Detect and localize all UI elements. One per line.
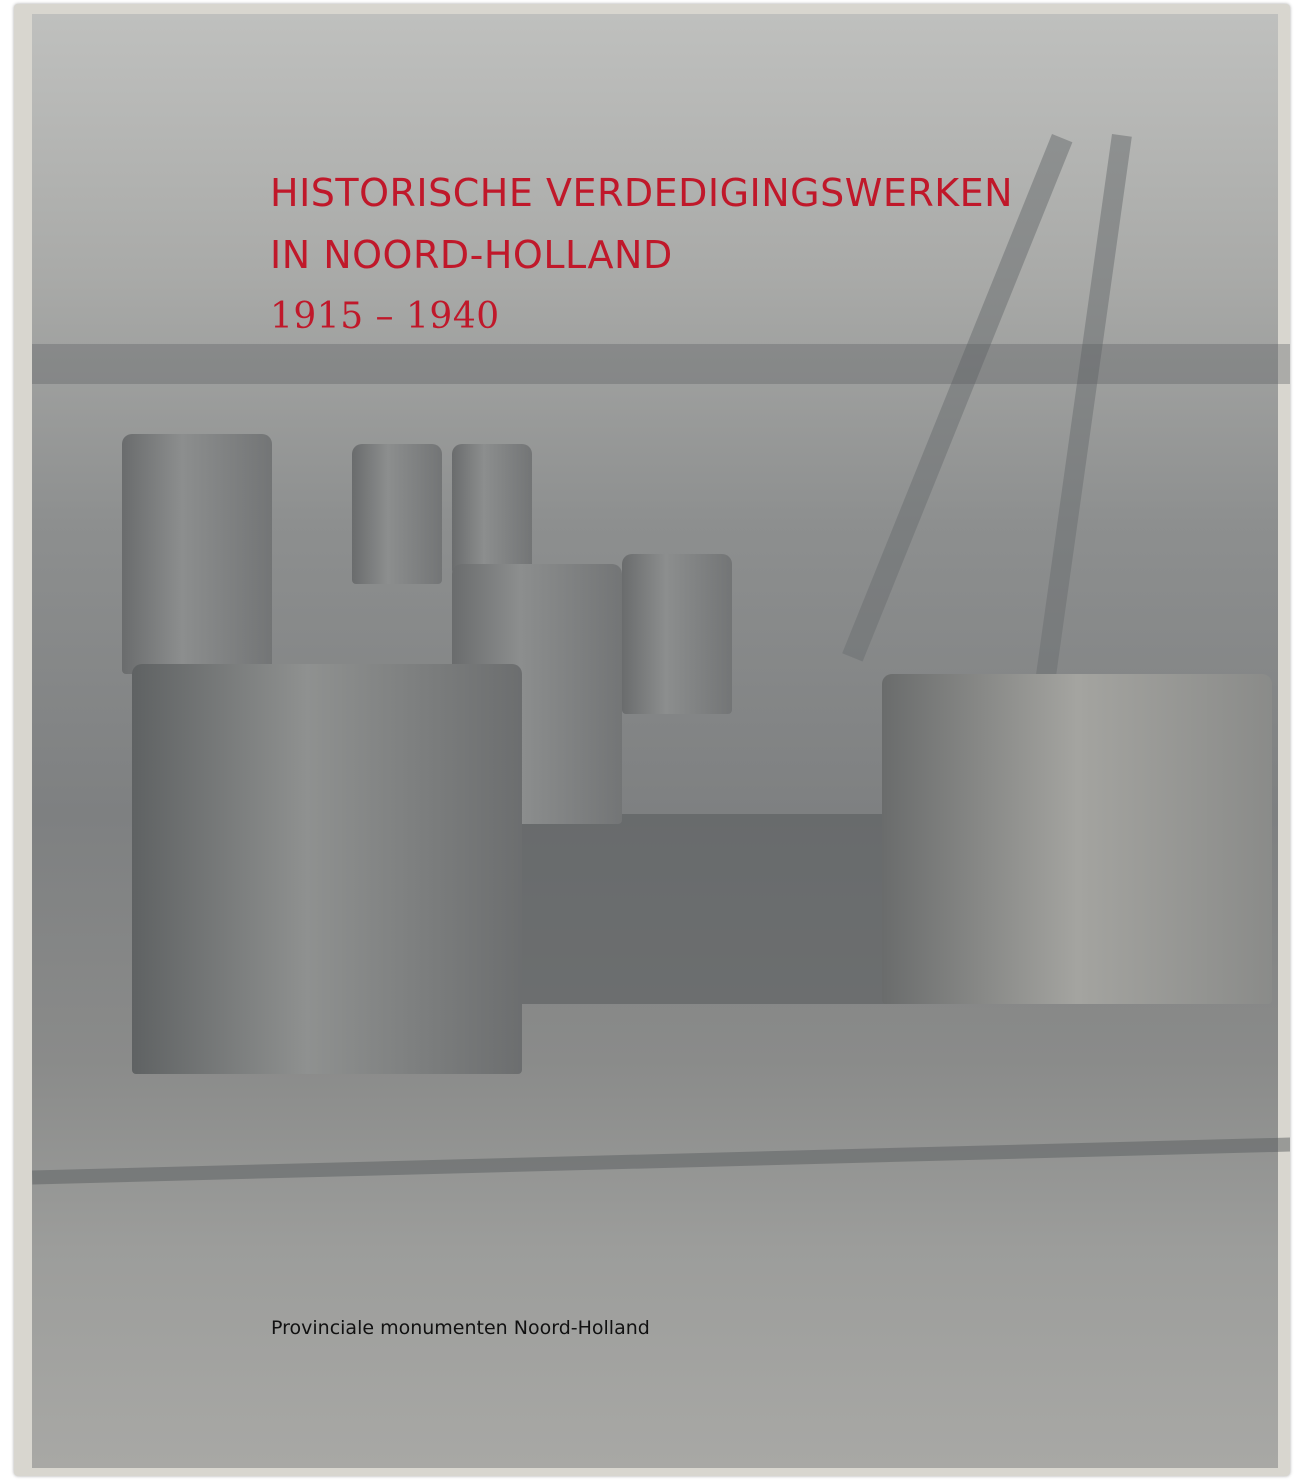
photo-pillar-front (132, 664, 522, 1074)
photo-pillar (352, 444, 442, 584)
photo-band (32, 344, 1290, 384)
book-subtitle: Provinciale monumenten Noord-Holland (271, 1317, 650, 1339)
book-title (270, 162, 1013, 348)
photo-crack (32, 1138, 1290, 1185)
title-years: 1915 – 1940 (270, 296, 500, 337)
book-cover (14, 4, 1290, 1476)
photo-pillar (622, 554, 732, 714)
photo-pillar-right (882, 674, 1272, 1004)
photo-pillar (122, 434, 272, 674)
title-line-2: IN NOORD-HOLLAND (270, 233, 673, 277)
title-line-1: HISTORISCHE VERDEDIGINGSWERKEN (270, 171, 1014, 215)
photo-track-line (1028, 134, 1131, 731)
photo-pillar (452, 444, 532, 574)
photo-shadow (512, 814, 932, 1004)
